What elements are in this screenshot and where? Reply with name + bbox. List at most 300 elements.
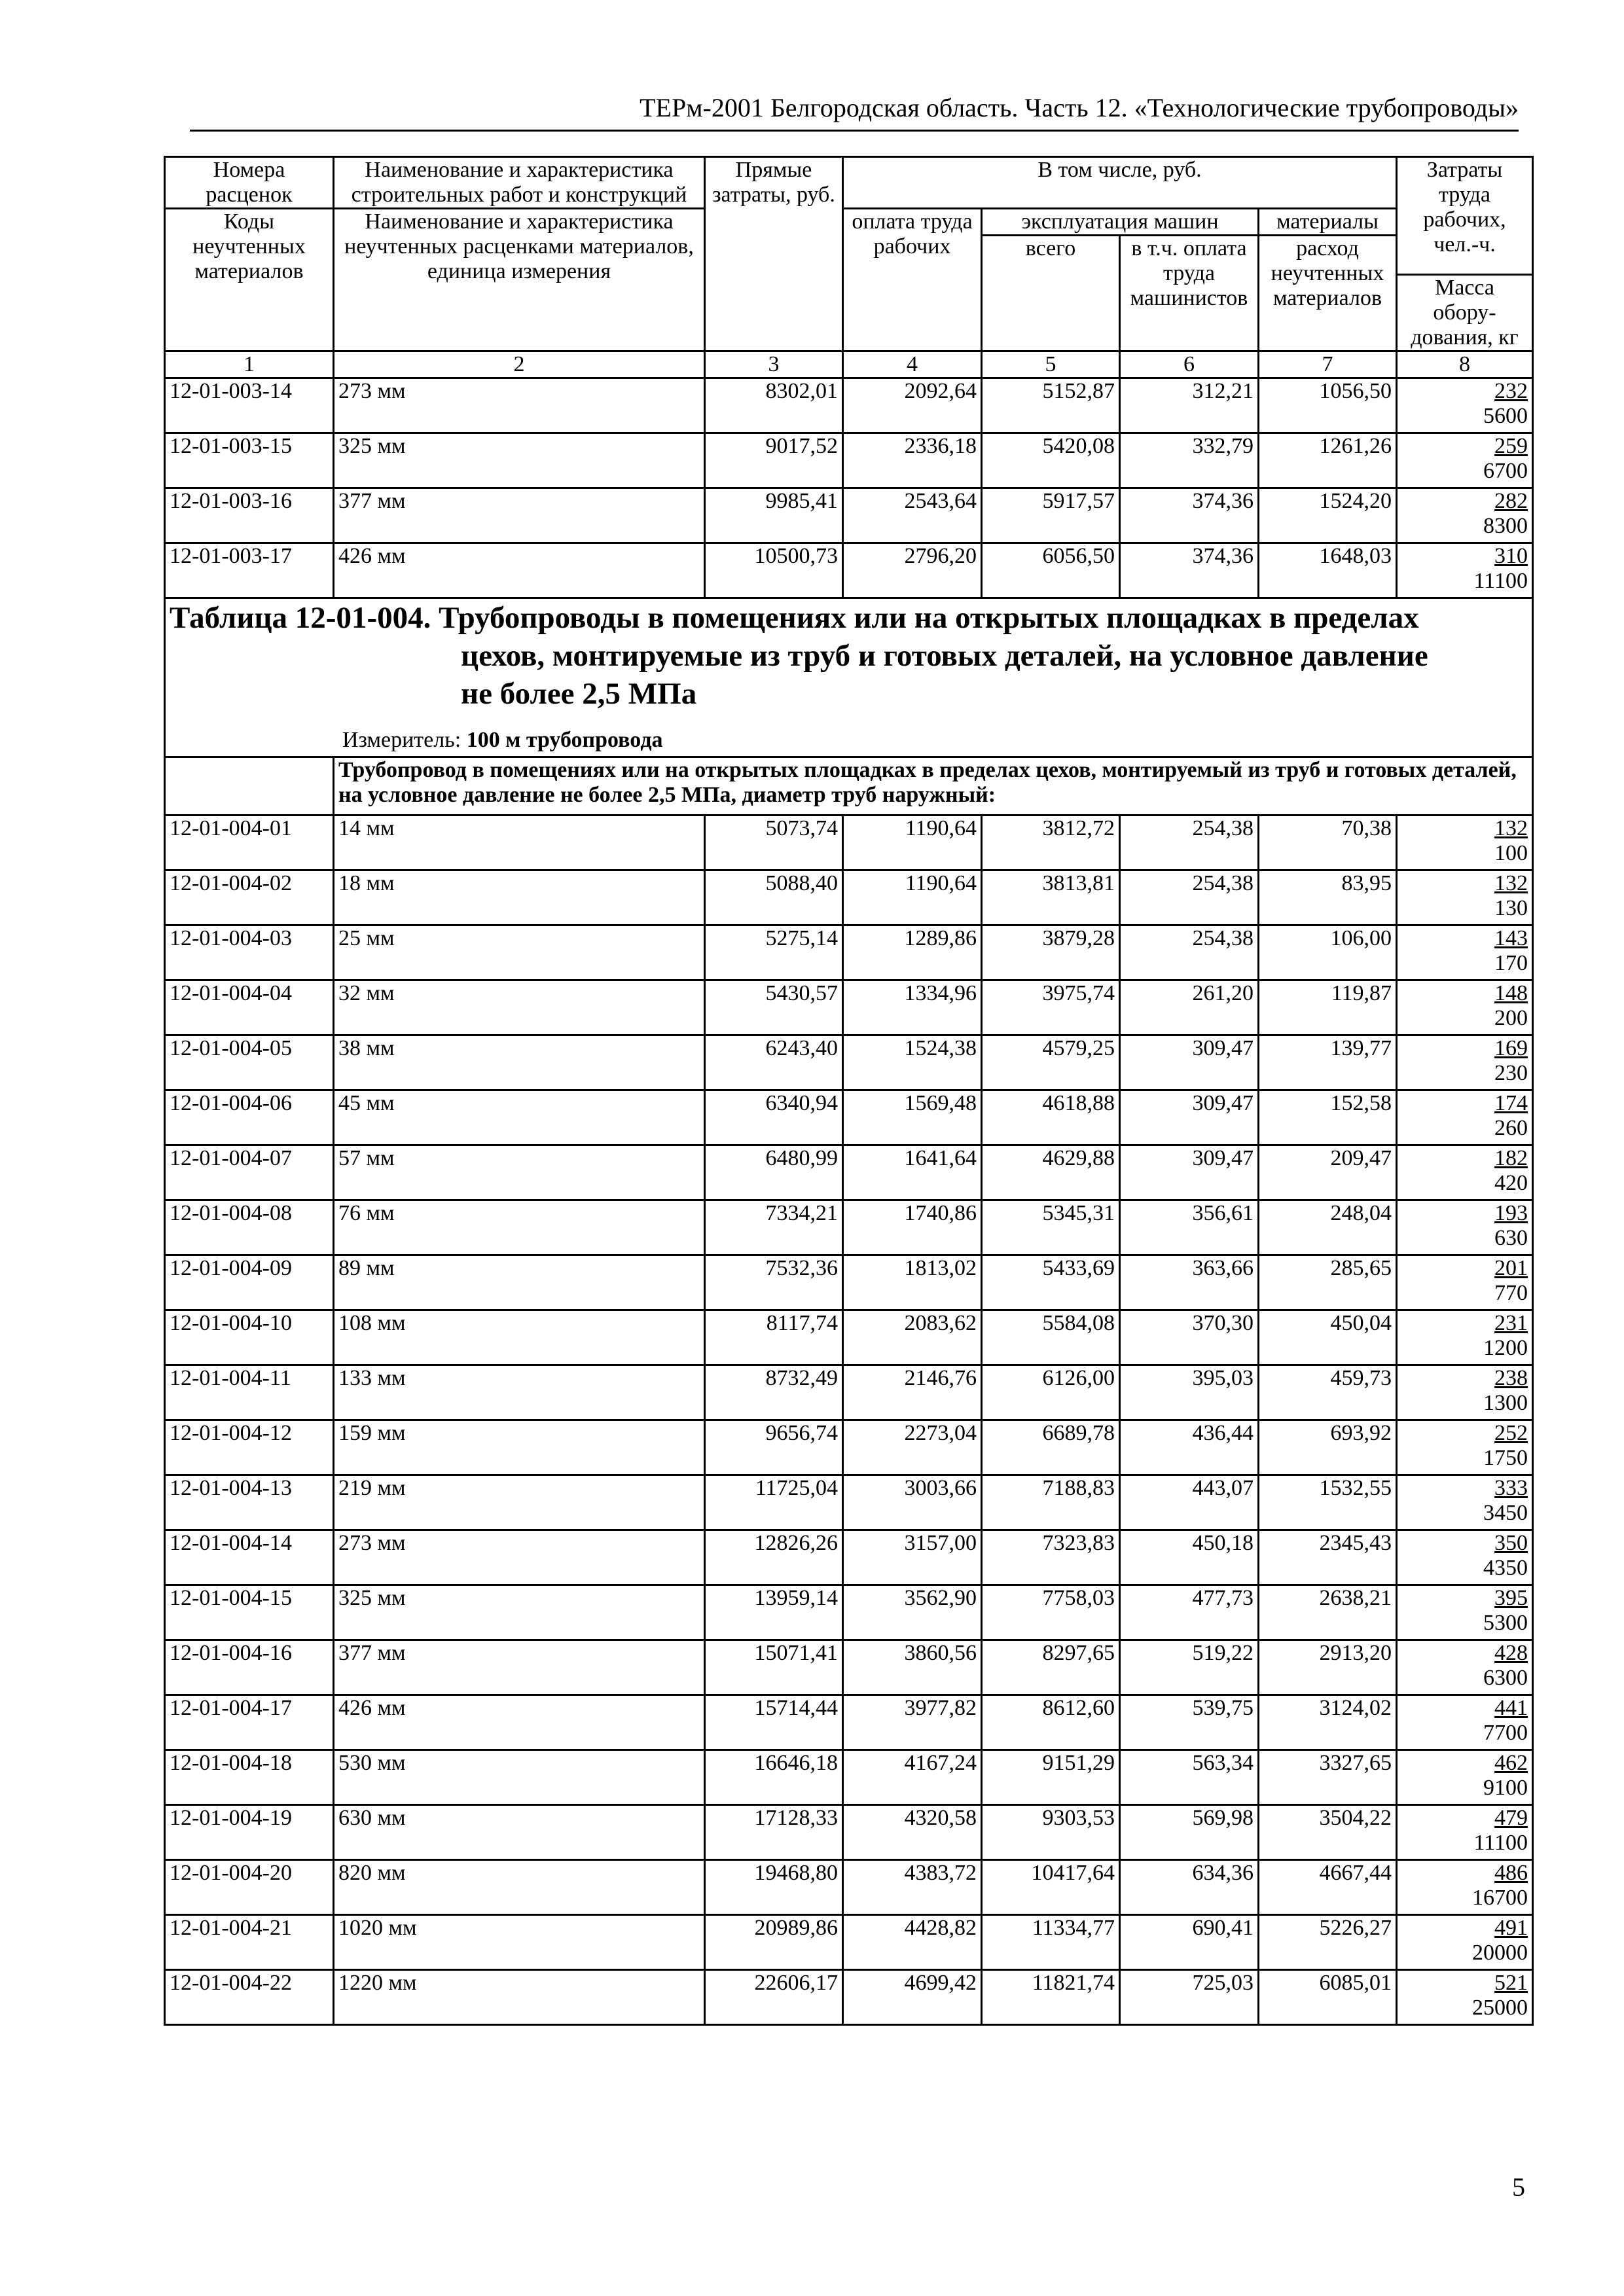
materials-cost: 152,58 [1259,1090,1397,1145]
header-labor-hours: Затраты труда рабочих, чел.-ч. [1397,157,1533,275]
direct-costs: 8117,74 [705,1310,843,1365]
rate-code: 12-01-004-07 [165,1145,334,1200]
equipment-mass: 260 [1494,1116,1528,1140]
direct-costs: 7532,36 [705,1255,843,1310]
item-name: 38 мм [334,1035,705,1090]
machinists-pay: 332,79 [1120,433,1259,488]
equipment-mass: 5300 [1483,1611,1528,1635]
item-name: 76 мм [334,1200,705,1255]
labor-pay: 4699,42 [843,1970,982,2025]
machines-total: 5420,08 [982,433,1120,488]
labor-pay: 1569,48 [843,1090,982,1145]
labor-hours: 238 [1494,1366,1528,1390]
direct-costs: 9017,52 [705,433,843,488]
labor-and-mass-cell [1397,488,1533,543]
machinists-pay: 309,47 [1120,1035,1259,1090]
column-number: 3 [705,351,843,378]
machines-total: 8612,60 [982,1695,1120,1750]
labor-pay: 1524,38 [843,1035,982,1090]
subsection-code-cell [165,757,334,816]
labor-hours: 174 [1494,1091,1528,1115]
labor-hours: 282 [1494,489,1528,513]
table-row [165,378,1533,433]
materials-cost: 4667,44 [1259,1860,1397,1915]
item-name: 325 мм [334,1585,705,1640]
machinists-pay: 519,22 [1120,1640,1259,1695]
direct-costs: 5088,40 [705,870,843,925]
labor-pay: 1334,96 [843,980,982,1035]
item-name: 377 мм [334,488,705,543]
materials-cost: 1532,55 [1259,1475,1397,1530]
direct-costs: 8302,01 [705,378,843,433]
equipment-mass: 8300 [1483,514,1528,538]
item-name: 377 мм [334,1640,705,1695]
table-row [165,1090,1533,1145]
equipment-mass: 20000 [1472,1941,1528,1965]
table-row [165,1420,1533,1475]
item-name: 18 мм [334,870,705,925]
table-row [165,980,1533,1035]
machines-total: 11334,77 [982,1915,1120,1970]
materials-cost: 3124,02 [1259,1695,1397,1750]
rate-code: 12-01-004-04 [165,980,334,1035]
table-row [165,1475,1533,1530]
machines-total: 6126,00 [982,1365,1120,1420]
materials-cost: 2638,21 [1259,1585,1397,1640]
direct-costs: 7334,21 [705,1200,843,1255]
materials-cost: 1056,50 [1259,378,1397,433]
header-machines: эксплуатация машин [982,209,1259,236]
price-table [164,156,1534,2026]
equipment-mass: 770 [1494,1281,1528,1305]
direct-costs: 17128,33 [705,1805,843,1860]
column-number: 8 [1397,351,1533,378]
materials-cost: 70,38 [1259,816,1397,870]
table-row [165,1035,1533,1090]
rate-code: 12-01-004-14 [165,1530,334,1585]
labor-and-mass-cell [1397,1145,1533,1200]
machines-total: 3813,81 [982,870,1120,925]
labor-and-mass-cell [1397,870,1533,925]
labor-and-mass-cell [1397,1585,1533,1640]
machines-total: 5345,31 [982,1200,1120,1255]
labor-and-mass-cell [1397,925,1533,980]
direct-costs: 13959,14 [705,1585,843,1640]
labor-hours: 232 [1494,379,1528,403]
subsection-heading: Трубопровод в помещениях или на открытых площадках в пределах цехов, монтируемый из труб и готовых деталей, на условное давление не более 2,5 МПа, диаметр труб наружный: [334,757,1533,816]
machines-total: 10417,64 [982,1860,1120,1915]
labor-and-mass-cell [1397,1640,1533,1695]
machines-total: 4579,25 [982,1035,1120,1090]
running-title: ТЕРм-2001 Белгородская область. Часть 12. «Технологические трубопроводы» [190,92,1519,132]
table-row [165,488,1533,543]
table-row [165,1310,1533,1365]
direct-costs: 15714,44 [705,1695,843,1750]
direct-costs: 9985,41 [705,488,843,543]
materials-cost: 5226,27 [1259,1915,1397,1970]
table-row [165,1915,1533,1970]
labor-hours: 143 [1494,926,1528,950]
labor-and-mass-cell [1397,378,1533,433]
item-name: 25 мм [334,925,705,980]
labor-hours: 310 [1494,544,1528,568]
machines-total: 6689,78 [982,1420,1120,1475]
labor-hours: 479 [1494,1806,1528,1830]
rate-code: 12-01-003-16 [165,488,334,543]
machinists-pay: 539,75 [1120,1695,1259,1750]
equipment-mass: 200 [1494,1006,1528,1030]
item-name: 273 мм [334,1530,705,1585]
labor-hours: 132 [1494,816,1528,840]
direct-costs: 5073,74 [705,816,843,870]
machines-total: 7758,03 [982,1585,1120,1640]
labor-and-mass-cell [1397,1750,1533,1805]
machines-total: 9151,29 [982,1750,1120,1805]
machinists-pay: 725,03 [1120,1970,1259,2025]
materials-cost: 1648,03 [1259,543,1397,598]
labor-hours: 169 [1494,1036,1528,1060]
table-row [165,1750,1533,1805]
table-caption: Таблица 12-01-004. [170,601,431,635]
materials-cost: 1261,26 [1259,433,1397,488]
labor-hours: 132 [1494,871,1528,895]
item-name: 630 мм [334,1805,705,1860]
direct-costs: 6340,94 [705,1090,843,1145]
table-row [165,1145,1533,1200]
equipment-mass: 6300 [1483,1666,1528,1690]
direct-costs: 11725,04 [705,1475,843,1530]
labor-pay: 2092,64 [843,378,982,433]
labor-pay: 3003,66 [843,1475,982,1530]
labor-and-mass-cell [1397,1805,1533,1860]
subsection-row [165,757,1533,816]
labor-hours: 259 [1494,434,1528,458]
rate-code: 12-01-003-15 [165,433,334,488]
rate-code: 12-01-004-12 [165,1420,334,1475]
unit-label: Измеритель: [342,728,461,752]
labor-pay: 1740,86 [843,1200,982,1255]
rate-code: 12-01-004-09 [165,1255,334,1310]
item-name: 530 мм [334,1750,705,1805]
labor-pay: 1813,02 [843,1255,982,1310]
header-direct-costs: Прямые затраты, руб. [705,157,843,351]
direct-costs: 6243,40 [705,1035,843,1090]
machines-total: 5152,87 [982,378,1120,433]
materials-cost: 248,04 [1259,1200,1397,1255]
header-including: В том числе, руб. [843,157,1397,209]
rate-code: 12-01-004-13 [165,1475,334,1530]
equipment-mass: 7700 [1483,1721,1528,1745]
labor-hours: 231 [1494,1311,1528,1335]
equipment-mass: 1750 [1483,1446,1528,1470]
table-row [165,1860,1533,1915]
equipment-mass: 9100 [1483,1776,1528,1800]
labor-and-mass-cell [1397,1915,1533,1970]
machinists-pay: 569,98 [1120,1805,1259,1860]
materials-cost: 209,47 [1259,1145,1397,1200]
machinists-pay: 254,38 [1120,816,1259,870]
materials-cost: 3327,65 [1259,1750,1397,1805]
labor-and-mass-cell [1397,1475,1533,1530]
rate-code: 12-01-004-02 [165,870,334,925]
labor-pay: 1289,86 [843,925,982,980]
labor-pay: 2146,76 [843,1365,982,1420]
materials-cost: 6085,01 [1259,1970,1397,2025]
materials-cost: 139,77 [1259,1035,1397,1090]
labor-and-mass-cell [1397,1310,1533,1365]
machines-total: 11821,74 [982,1970,1120,2025]
item-name: 426 мм [334,1695,705,1750]
machines-total: 8297,65 [982,1640,1120,1695]
equipment-mass: 25000 [1472,1996,1528,2020]
labor-pay: 2273,04 [843,1420,982,1475]
direct-costs: 5430,57 [705,980,843,1035]
rate-code: 12-01-004-05 [165,1035,334,1090]
machinists-pay: 309,47 [1120,1090,1259,1145]
column-number: 1 [165,351,334,378]
labor-hours: 201 [1494,1256,1528,1280]
labor-pay: 2083,62 [843,1310,982,1365]
item-name: 426 мм [334,543,705,598]
column-number: 6 [1120,351,1259,378]
labor-pay: 3860,56 [843,1640,982,1695]
labor-and-mass-cell [1397,433,1533,488]
item-name: 325 мм [334,433,705,488]
machinists-pay: 261,20 [1120,980,1259,1035]
labor-hours: 148 [1494,981,1528,1005]
item-name: 273 мм [334,378,705,433]
column-numbers-row [165,351,1533,378]
labor-and-mass-cell [1397,1255,1533,1310]
header-machinists-pay: в т.ч. оплата труда машинистов [1120,236,1259,351]
direct-costs: 19468,80 [705,1860,843,1915]
equipment-mass: 3450 [1483,1501,1528,1525]
labor-hours: 252 [1494,1421,1528,1445]
direct-costs: 5275,14 [705,925,843,980]
machinists-pay: 690,41 [1120,1915,1259,1970]
equipment-mass: 100 [1494,841,1528,865]
rate-code: 12-01-004-11 [165,1365,334,1420]
item-name: 133 мм [334,1365,705,1420]
materials-cost: 693,92 [1259,1420,1397,1475]
labor-and-mass-cell [1397,1970,1533,2025]
table-row [165,1530,1533,1585]
rate-code: 12-01-004-03 [165,925,334,980]
item-name: 45 мм [334,1090,705,1145]
equipment-mass: 1300 [1483,1391,1528,1415]
machines-total: 9303,53 [982,1805,1120,1860]
labor-pay: 1190,64 [843,870,982,925]
section-title-line-2: цехов, монтируемые из труб и готовых деталей, на условное давление [461,639,1428,673]
machinists-pay: 374,36 [1120,543,1259,598]
materials-cost: 83,95 [1259,870,1397,925]
item-name: 14 мм [334,816,705,870]
rate-code: 12-01-004-20 [165,1860,334,1915]
equipment-mass: 6700 [1483,459,1528,483]
machinists-pay: 370,30 [1120,1310,1259,1365]
machines-total: 5917,57 [982,488,1120,543]
section-title-line-1: Трубопроводы в помещениях или на открытых площадках в пределах [439,601,1419,635]
materials-cost: 106,00 [1259,925,1397,980]
machinists-pay: 436,44 [1120,1420,1259,1475]
direct-costs: 16646,18 [705,1750,843,1805]
machines-total: 3975,74 [982,980,1120,1035]
machinists-pay: 634,36 [1120,1860,1259,1915]
rate-code: 12-01-004-21 [165,1915,334,1970]
equipment-mass: 4350 [1483,1556,1528,1580]
direct-costs: 9656,74 [705,1420,843,1475]
machinists-pay: 374,36 [1120,488,1259,543]
labor-and-mass-cell [1397,543,1533,598]
labor-pay: 4320,58 [843,1805,982,1860]
table-row [165,1805,1533,1860]
labor-pay: 1190,64 [843,816,982,870]
materials-cost: 3504,22 [1259,1805,1397,1860]
labor-hours: 491 [1494,1916,1528,1940]
machines-total: 4629,88 [982,1145,1120,1200]
rate-code: 12-01-004-01 [165,816,334,870]
item-name: 1020 мм [334,1915,705,1970]
machinists-pay: 254,38 [1120,870,1259,925]
direct-costs: 6480,99 [705,1145,843,1200]
item-name: 159 мм [334,1420,705,1475]
header-labor-pay: оплата труда рабочих [843,209,982,351]
labor-and-mass-cell [1397,1200,1533,1255]
rate-code: 12-01-004-10 [165,1310,334,1365]
labor-pay: 4383,72 [843,1860,982,1915]
table-row [165,816,1533,870]
materials-cost: 2345,43 [1259,1530,1397,1585]
table-row [165,925,1533,980]
labor-hours: 462 [1494,1751,1528,1775]
equipment-mass: 5600 [1483,404,1528,428]
labor-pay: 2796,20 [843,543,982,598]
section-title-row [165,598,1533,757]
labor-and-mass-cell [1397,1365,1533,1420]
machinists-pay: 450,18 [1120,1530,1259,1585]
labor-and-mass-cell [1397,1035,1533,1090]
labor-pay: 3562,90 [843,1585,982,1640]
table-row [165,1255,1533,1310]
labor-and-mass-cell [1397,1090,1533,1145]
labor-and-mass-cell [1397,816,1533,870]
machines-total: 7323,83 [982,1530,1120,1585]
labor-hours: 333 [1494,1476,1528,1500]
machinists-pay: 477,73 [1120,1585,1259,1640]
column-number: 7 [1259,351,1397,378]
labor-and-mass-cell [1397,1420,1533,1475]
unit-of-measure [342,726,1528,755]
labor-pay: 2336,18 [843,433,982,488]
labor-hours: 428 [1494,1641,1528,1665]
machines-total: 7188,83 [982,1475,1120,1530]
machinists-pay: 395,03 [1120,1365,1259,1420]
rate-code: 12-01-004-19 [165,1805,334,1860]
table-row [165,870,1533,925]
machines-total: 6056,50 [982,543,1120,598]
column-number: 2 [334,351,705,378]
equipment-mass: 170 [1494,951,1528,975]
header-materials: материалы [1259,209,1397,236]
materials-cost: 2913,20 [1259,1640,1397,1695]
machinists-pay: 363,66 [1120,1255,1259,1310]
unit-value: 100 м трубопровода [466,728,663,752]
rate-code: 12-01-004-08 [165,1200,334,1255]
labor-pay: 4167,24 [843,1750,982,1805]
header-machines-total: всего [982,236,1120,351]
materials-cost: 459,73 [1259,1365,1397,1420]
rate-code: 12-01-004-17 [165,1695,334,1750]
labor-and-mass-cell [1397,1860,1533,1915]
rate-code: 12-01-004-16 [165,1640,334,1695]
labor-hours: 486 [1494,1861,1528,1885]
equipment-mass: 11100 [1473,569,1528,593]
item-name: 57 мм [334,1145,705,1200]
machinists-pay: 254,38 [1120,925,1259,980]
header-unaccounted-materials: расход неучтенных материалов [1259,236,1397,351]
machinists-pay: 563,34 [1120,1750,1259,1805]
machines-total: 3812,72 [982,816,1120,870]
header-material-name: Наименование и характеристика неучтенных расценками материалов, единица измерения [334,209,705,351]
item-name: 1220 мм [334,1970,705,2025]
rate-code: 12-01-004-06 [165,1090,334,1145]
table-row [165,1200,1533,1255]
labor-hours: 193 [1494,1201,1528,1225]
equipment-mass: 420 [1494,1171,1528,1195]
header-equipment-mass: Масса обору-дования, кг [1397,275,1533,351]
rate-code: 12-01-003-17 [165,543,334,598]
labor-hours: 350 [1494,1531,1528,1555]
labor-pay: 3977,82 [843,1695,982,1750]
header-work-name: Наименование и характеристика строительных работ и конструкций [334,157,705,209]
equipment-mass: 11100 [1473,1831,1528,1855]
table-row [165,1585,1533,1640]
equipment-mass: 630 [1494,1226,1528,1250]
labor-pay: 3157,00 [843,1530,982,1585]
rate-code: 12-01-003-14 [165,378,334,433]
rate-code: 12-01-004-22 [165,1970,334,2025]
rate-code: 12-01-004-15 [165,1585,334,1640]
machinists-pay: 309,47 [1120,1145,1259,1200]
machinists-pay: 443,07 [1120,1475,1259,1530]
labor-hours: 441 [1494,1696,1528,1720]
item-name: 820 мм [334,1860,705,1915]
item-name: 219 мм [334,1475,705,1530]
direct-costs: 8732,49 [705,1365,843,1420]
item-name: 32 мм [334,980,705,1035]
section-title [170,599,1528,637]
direct-costs: 10500,73 [705,543,843,598]
labor-and-mass-cell [1397,1695,1533,1750]
page-number: 5 [1512,2172,1525,2202]
machinists-pay: 356,61 [1120,1200,1259,1255]
equipment-mass: 16700 [1472,1886,1528,1910]
machines-total: 5433,69 [982,1255,1120,1310]
direct-costs: 22606,17 [705,1970,843,2025]
item-name: 89 мм [334,1255,705,1310]
labor-hours: 395 [1494,1586,1528,1610]
direct-costs: 15071,41 [705,1640,843,1695]
materials-cost: 285,65 [1259,1255,1397,1310]
labor-pay: 1641,64 [843,1145,982,1200]
section-title-line-3: не более 2,5 МПа [461,677,697,711]
machines-total: 5584,08 [982,1310,1120,1365]
direct-costs: 20989,86 [705,1915,843,1970]
labor-and-mass-cell [1397,980,1533,1035]
materials-cost: 450,04 [1259,1310,1397,1365]
column-number: 5 [982,351,1120,378]
table-row [165,1695,1533,1750]
